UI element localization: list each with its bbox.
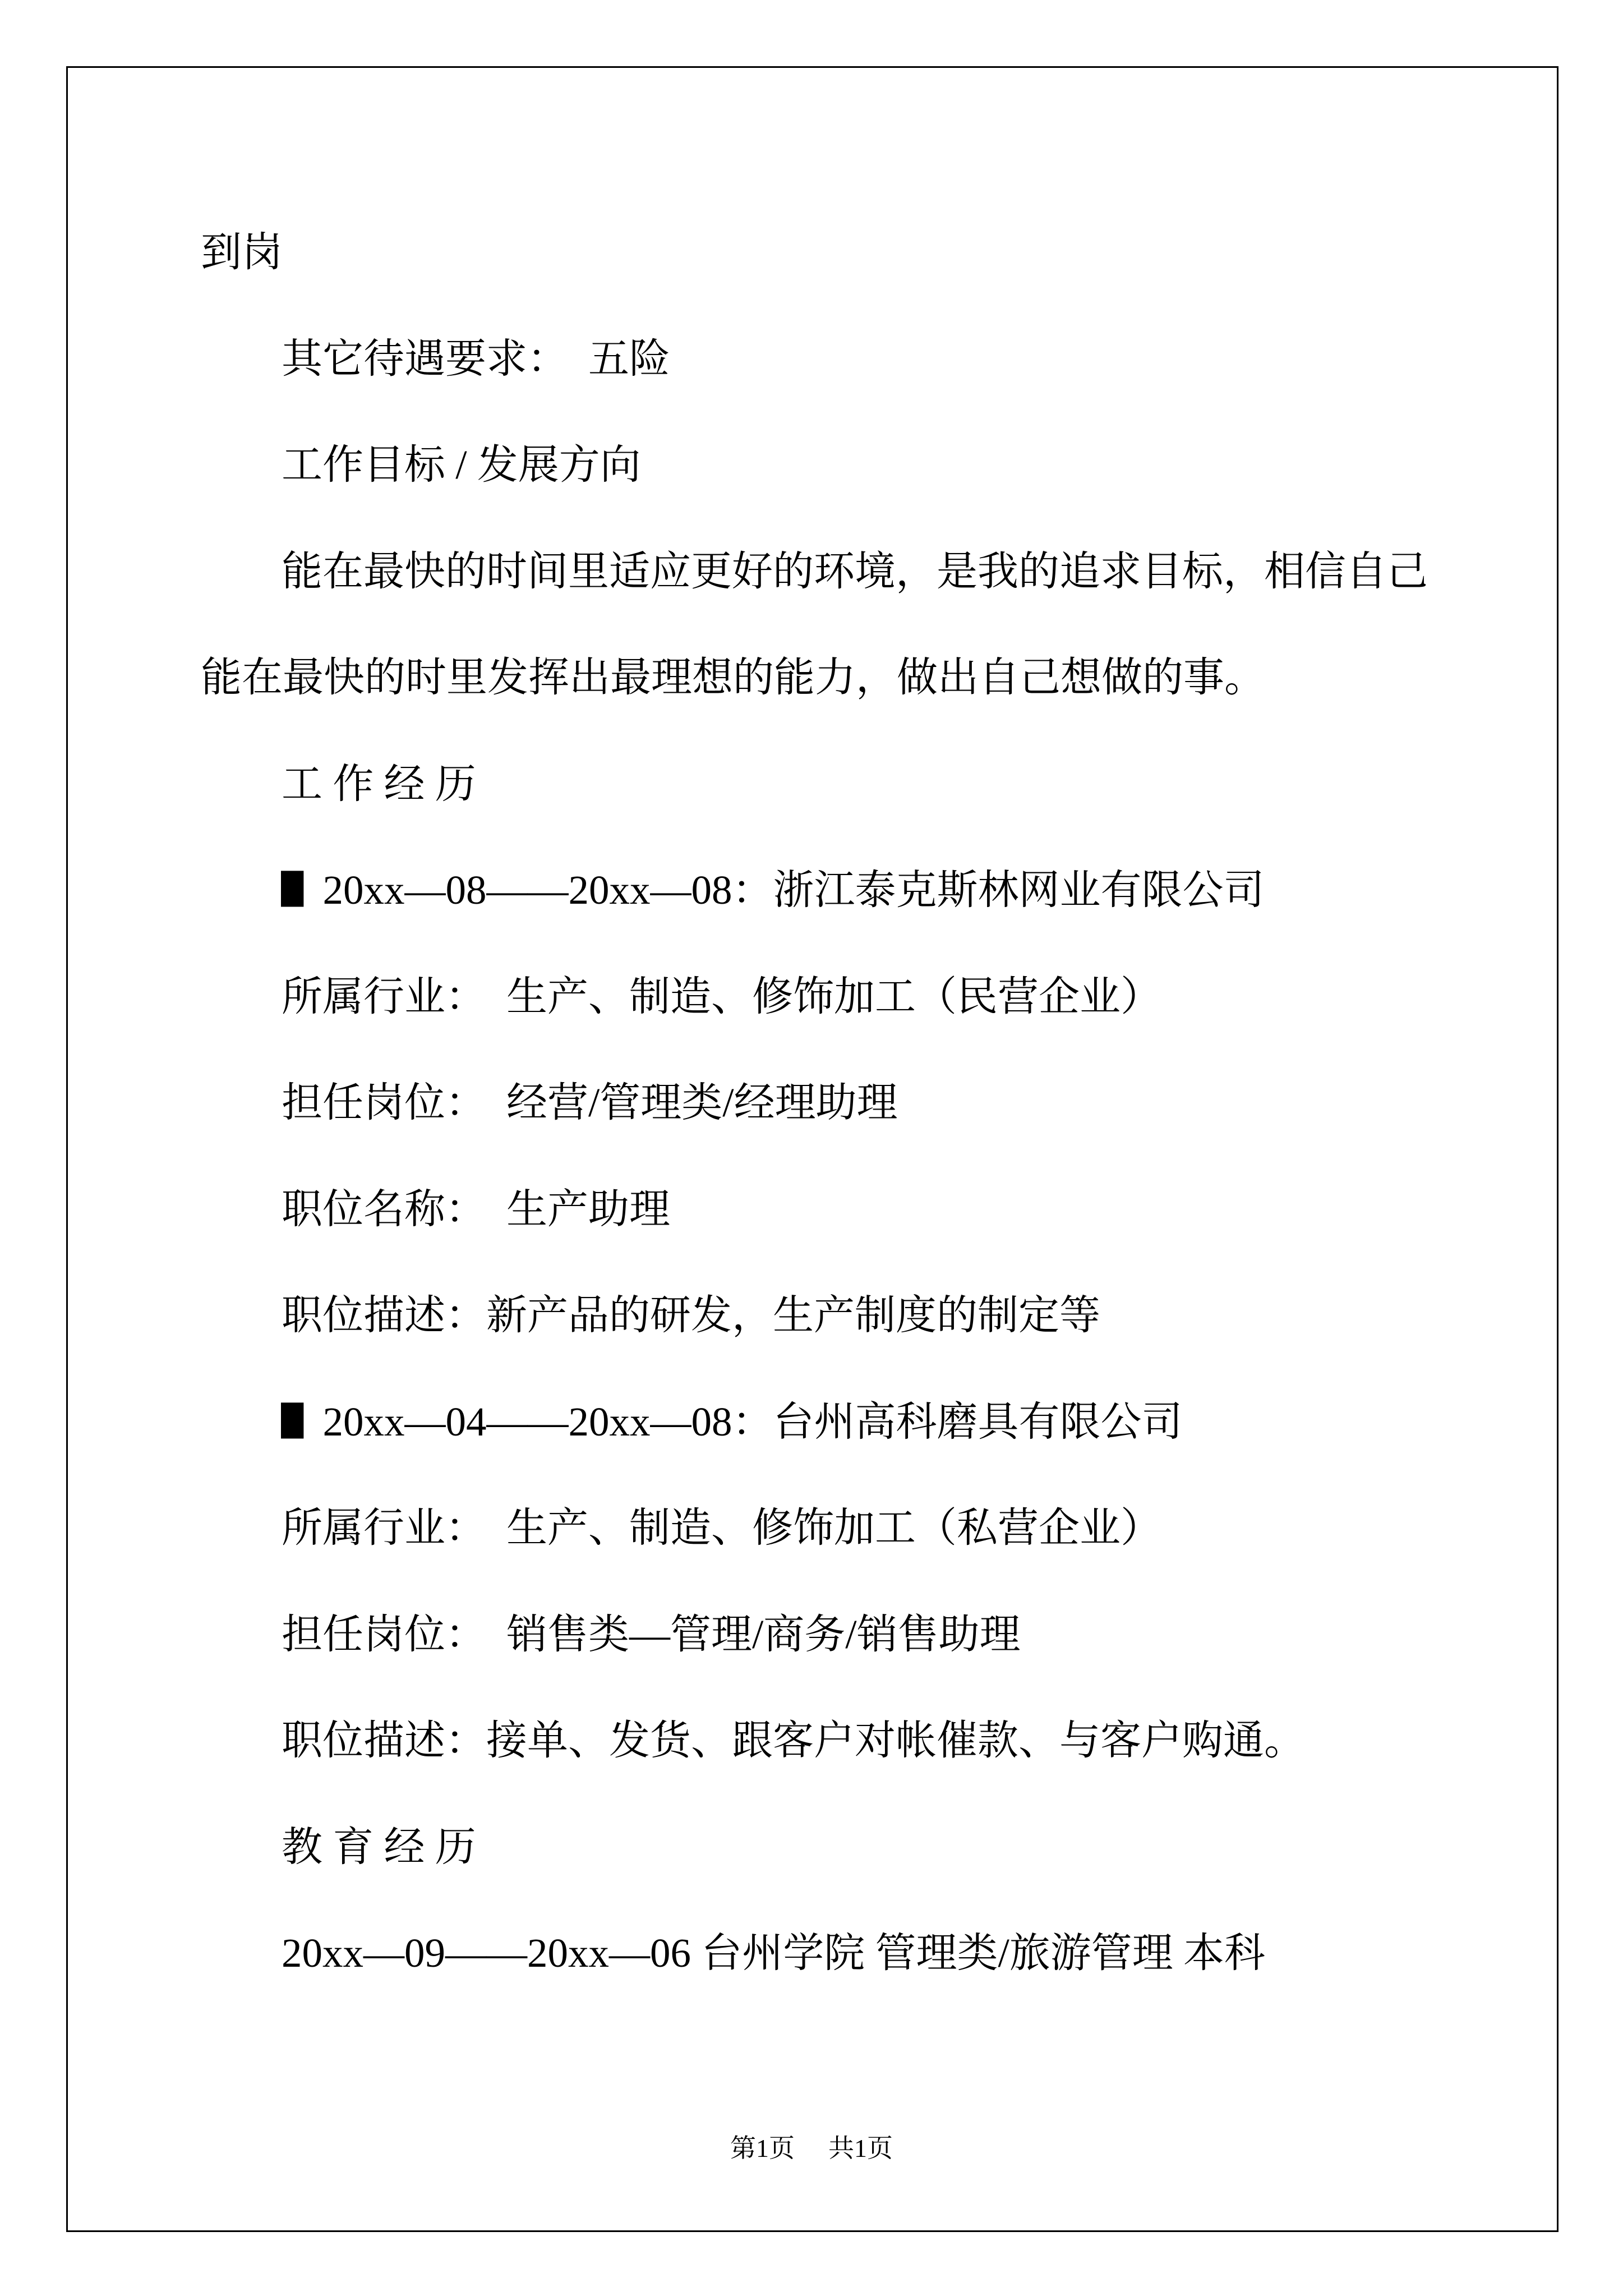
job-title-value: 生产助理 xyxy=(506,1186,670,1232)
career-goal-text-line: 能在最快的时间里适应更好的环境，是我的追求目标，相信自己 xyxy=(282,548,1428,594)
job-description-label: 职位描述： xyxy=(282,1718,486,1763)
job-entry xyxy=(201,837,1536,1369)
bullet-marker: ▌ xyxy=(282,1402,326,1438)
page-footer xyxy=(0,2132,1623,2165)
job-period-company: 20xx—08——20xx—08：浙江泰克斯林网业有限公司 xyxy=(322,867,1265,913)
job-description-field xyxy=(201,1262,1536,1369)
job-entry xyxy=(201,1369,1536,1794)
job-description-value: 新产品的研发，生产制度的制定等 xyxy=(486,1292,1100,1338)
job-period-company-line xyxy=(201,1369,1536,1475)
job-period-company: 20xx—04——20xx—08：台州高科磨具有限公司 xyxy=(322,1398,1183,1444)
job-title-field xyxy=(201,1156,1536,1263)
career-goal-text-line: 能在最快的时里发挥出最理想的能力，做出自己想做的事。 xyxy=(201,655,1265,700)
bullet-marker: ▌ xyxy=(282,871,326,907)
industry-field xyxy=(201,1475,1536,1581)
industry-value: 生产、制造、修饰加工（民营企业） xyxy=(506,973,1161,1019)
work-experience-heading: 工 作 经 历 xyxy=(282,761,476,807)
current-page-label: 第1页 xyxy=(730,2134,795,2162)
education-heading: 教 育 经 历 xyxy=(282,1824,476,1870)
position-category-field xyxy=(201,1050,1536,1156)
other-benefits-label: 其它待遇要求： xyxy=(282,335,568,381)
job-description-label: 职位描述： xyxy=(282,1292,486,1338)
industry-label: 所属行业： xyxy=(282,1505,486,1550)
career-goal-heading: 工作目标 / 发展方向 xyxy=(282,442,641,487)
other-benefits-line xyxy=(201,306,1536,412)
industry-value: 生产、制造、修饰加工（私营企业） xyxy=(506,1505,1161,1550)
education-entry: 20xx—09——20xx—06 台州学院 管理类/旅游管理 本科 xyxy=(282,1930,1266,1976)
job-description-field xyxy=(201,1687,1536,1794)
job-description-value: 接单、发货、跟客户对帐催款、与客户购通。 xyxy=(486,1718,1305,1763)
position-category-value: 经营/管理类/经理助理 xyxy=(506,1080,898,1125)
other-benefits-value: 五险 xyxy=(588,335,670,381)
intro-tail-line: 到岗 xyxy=(201,229,283,275)
job-period-company-line xyxy=(201,837,1536,944)
position-category-field xyxy=(201,1581,1536,1688)
industry-label: 所属行业： xyxy=(282,973,486,1019)
career-goal-text xyxy=(201,518,1536,731)
document-body xyxy=(201,199,1536,2007)
position-category-label: 担任岗位： xyxy=(282,1080,486,1125)
total-pages-label: 共1页 xyxy=(828,2134,893,2162)
job-title-label: 职位名称： xyxy=(282,1186,486,1232)
industry-field xyxy=(201,944,1536,1050)
position-category-value: 销售类—管理/商务/销售助理 xyxy=(506,1611,1021,1657)
position-category-label: 担任岗位： xyxy=(282,1611,486,1657)
